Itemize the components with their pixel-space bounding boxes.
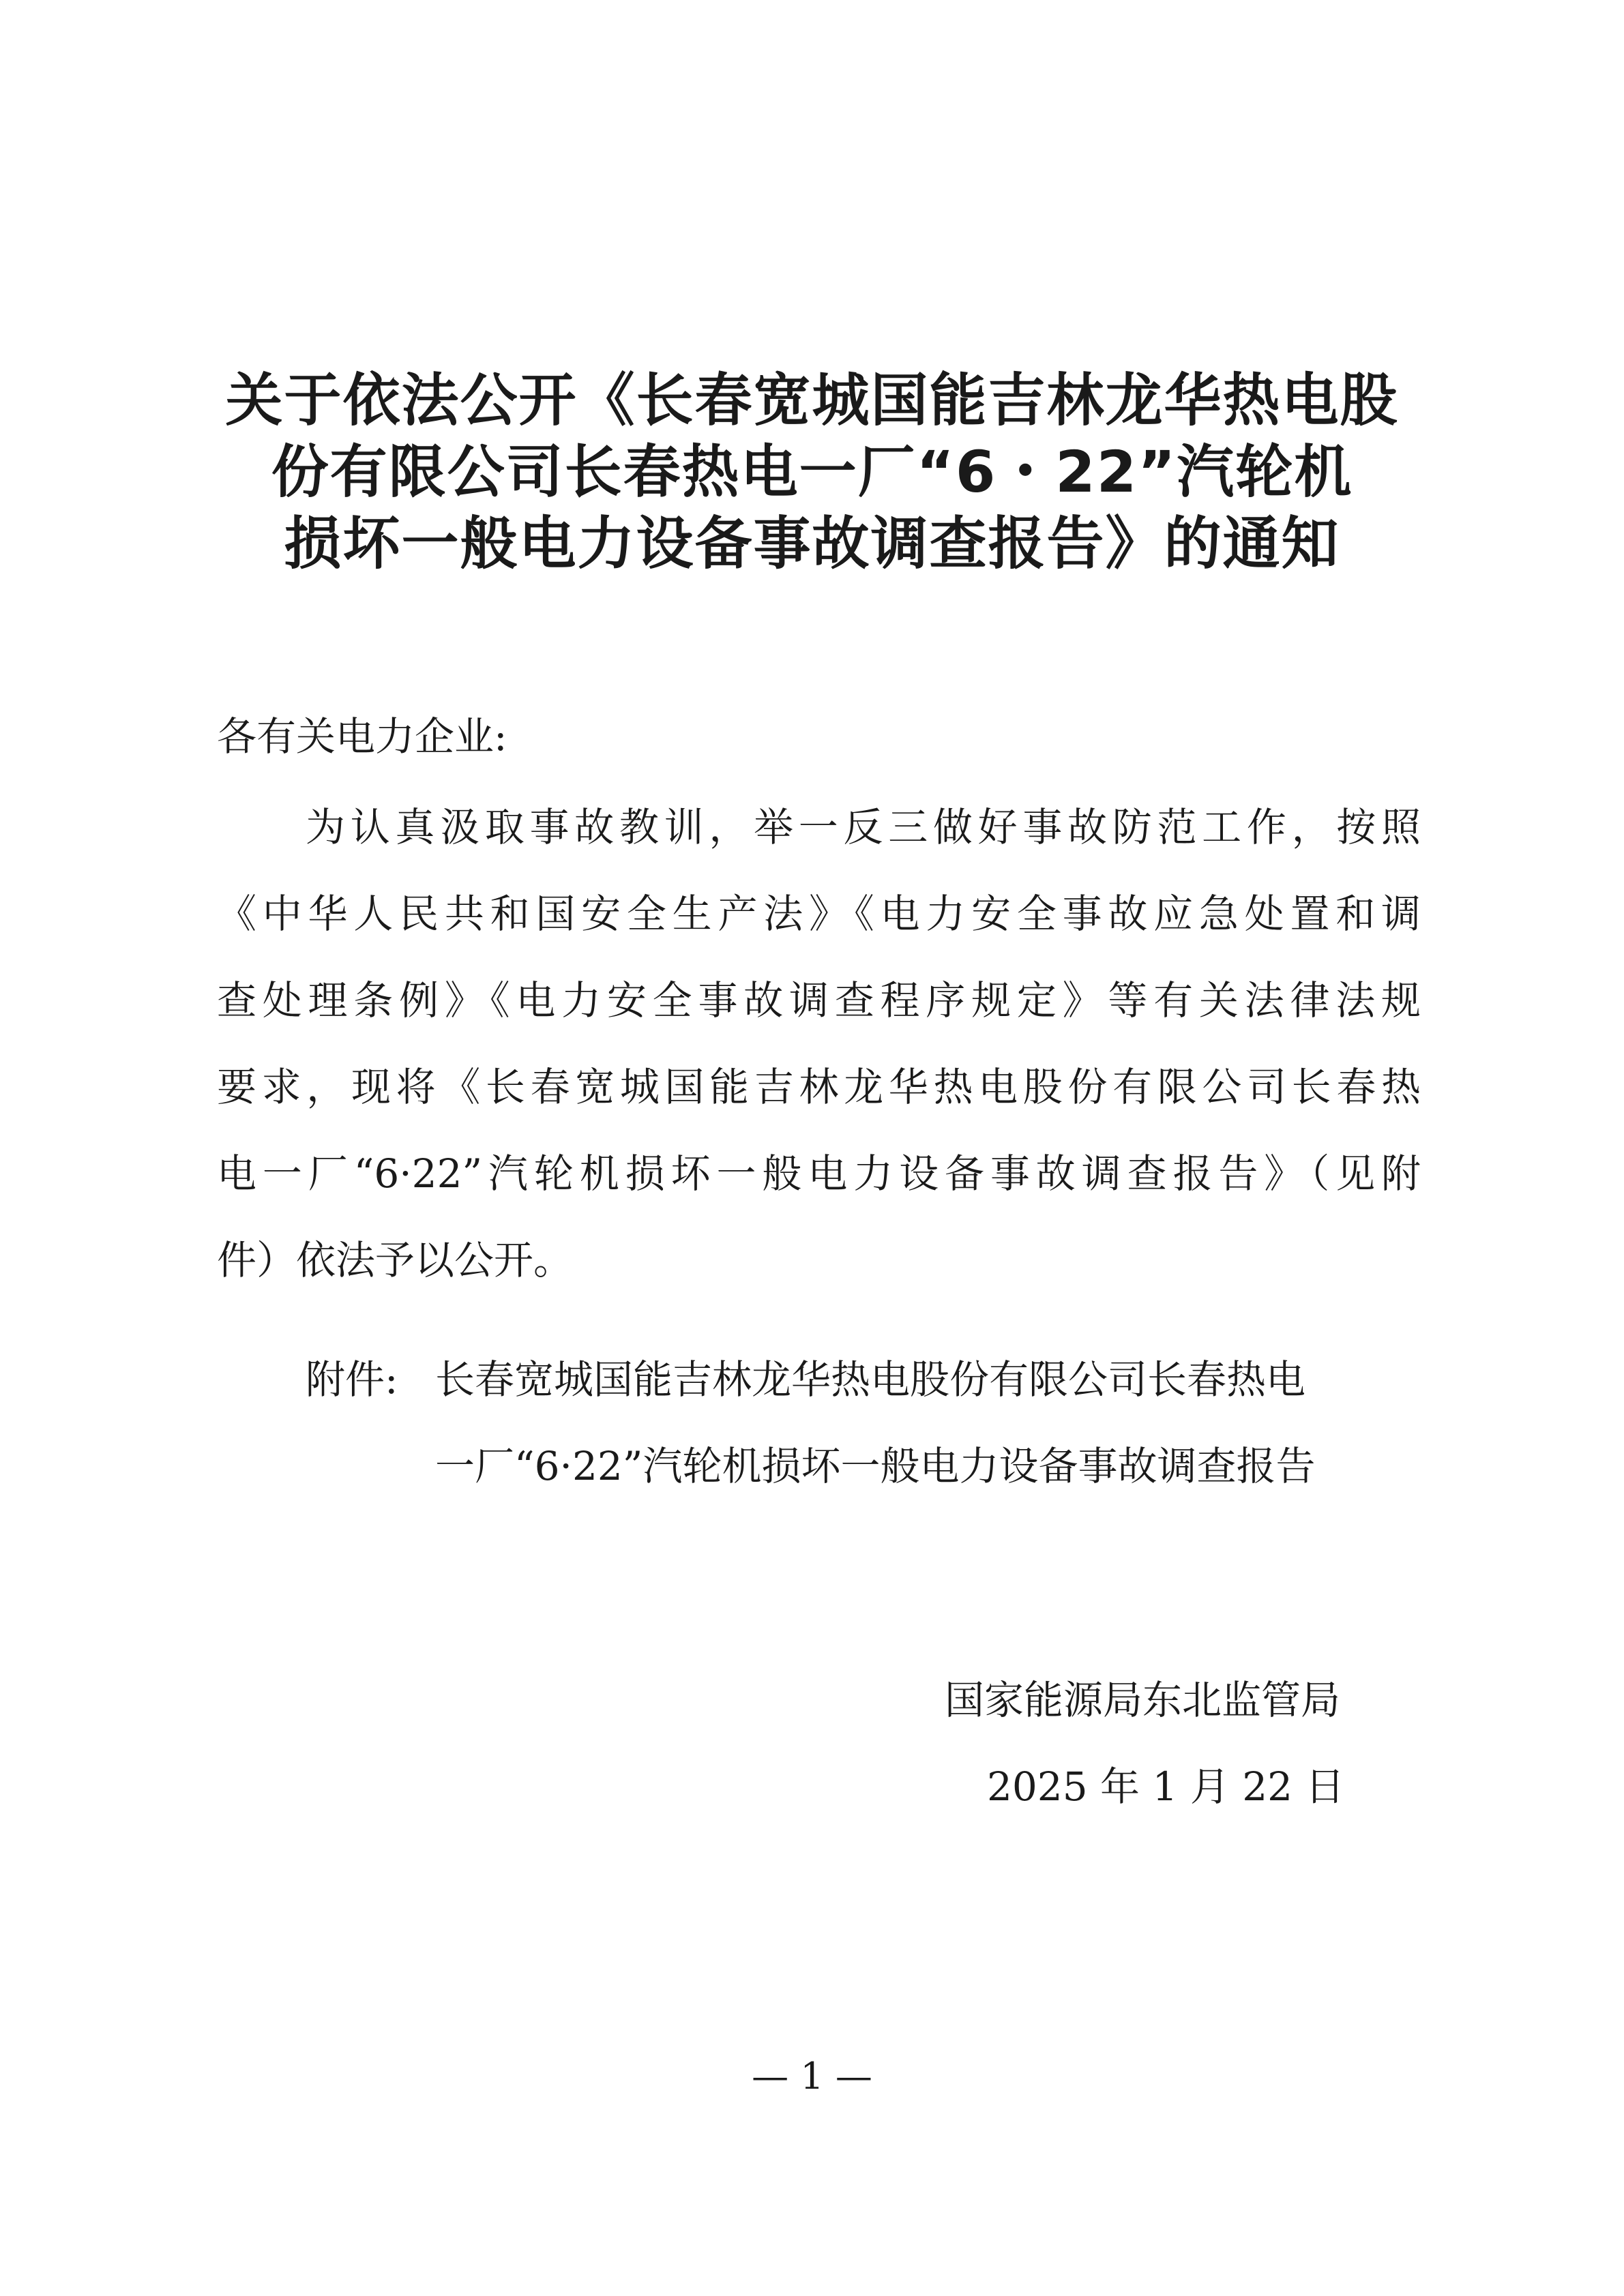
attachment-title-line: 长春宽城国能吉林龙华热电股份有限公司长春热电	[435, 1356, 1306, 1403]
issue-date: 2025 年 1 月 22 日	[987, 1763, 1345, 1810]
body-line: 电一厂“6·22”汽轮机损坏一般电力设备事故调查报告》（见附	[217, 1150, 1421, 1197]
issuing-organization: 国家能源局东北监管局	[945, 1677, 1341, 1723]
title-line: 份有限公司长春热电一厂“6・22”汽轮机	[271, 438, 1353, 505]
attachment-label: 附件:	[306, 1356, 398, 1403]
body-line: 《中华人民共和国安全生产法》《电力安全事故应急处置和调	[217, 891, 1421, 937]
body-line: 为认真汲取事故教训，举一反三做好事故防范工作，按照	[306, 804, 1421, 850]
attachment-title-line: 一厂“6·22”汽轮机损坏一般电力设备事故调查报告	[435, 1443, 1316, 1489]
page-number: — 1 —	[752, 2055, 872, 2098]
title-line: 关于依法公开《长春宽城国能吉林龙华热电股	[225, 367, 1399, 434]
attachment-row	[306, 1337, 1315, 1423]
body-line: 件）依法予以公开。	[217, 1237, 574, 1283]
attachment-note	[306, 1337, 1315, 1510]
signature-block	[945, 1657, 1345, 1830]
salutation: 各有关电力企业:	[217, 713, 507, 760]
body-line: 查处理条例》《电力安全事故调查程序规定》等有关法律法规	[217, 977, 1421, 1024]
document-title	[205, 365, 1419, 580]
body-paragraph	[217, 784, 1421, 1304]
body-line: 要求，现将《长春宽城国能吉林龙华热电股份有限公司长春热	[217, 1064, 1421, 1110]
title-line: 损坏一般电力设备事故调查报告》的通知	[284, 510, 1340, 577]
